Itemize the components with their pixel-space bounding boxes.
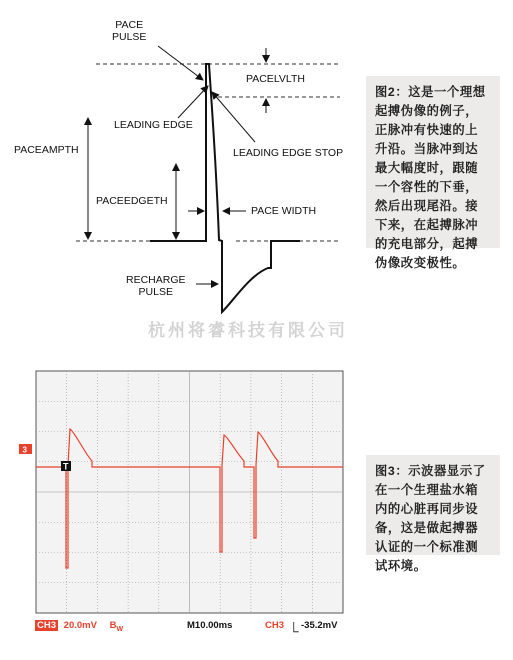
channel-3-marker-text: 3 bbox=[22, 445, 27, 455]
bandwidth-limit: $B_W$ bbox=[109, 620, 124, 633]
paceedgeth-label: PACEEDGETH bbox=[96, 195, 168, 207]
paceampth-label: PACEAMPTH bbox=[14, 144, 79, 156]
trigger-level: -35.2mV bbox=[301, 620, 338, 631]
channel-label: CH3 bbox=[37, 620, 57, 631]
timebase: M10.00ms bbox=[187, 620, 233, 631]
leading-edge-label: LEADING EDGE bbox=[114, 119, 193, 131]
trigger-marker-text: T bbox=[63, 461, 69, 472]
pace-pulse-label: PACE PULSE bbox=[112, 19, 147, 43]
trigger-channel: CH3 bbox=[265, 620, 285, 631]
recharge-pulse-label: RECHARGE PULSE bbox=[126, 274, 186, 298]
figure2-caption: 图2：这是一个理想起搏伪像的例子，正脉冲有快速的上升沿。当脉冲到达最大幅度时，跟随一个容性的下垂，然后出现尾沿。接下来，在起搏脉冲的充电部分，起搏伪像改变极性。 bbox=[366, 76, 500, 248]
leading-edge-stop-label: LEADING EDGE STOP bbox=[233, 147, 343, 159]
pacelvlth-label: PACELVLTH bbox=[246, 73, 305, 85]
trigger-slope-icon: ⎿ bbox=[289, 623, 299, 634]
pace-width-label: PACE WIDTH bbox=[251, 205, 317, 217]
scope-status-bar bbox=[35, 620, 345, 633]
leading-edge-arrow bbox=[178, 86, 208, 118]
figure3-caption: 图3：示波器显示了在一个生理盐水箱内的心脏再同步设备，这是做起搏器认证的一个标准测试环境。 bbox=[366, 455, 500, 555]
leading-edge-stop-arrow bbox=[212, 92, 255, 142]
oscilloscope-screen bbox=[0, 360, 360, 620]
volts-per-div: 20.0mV bbox=[63, 620, 97, 631]
company-watermark: 杭州将睿科技有限公司 bbox=[148, 321, 348, 341]
pace-pulse-arrow bbox=[158, 46, 203, 80]
